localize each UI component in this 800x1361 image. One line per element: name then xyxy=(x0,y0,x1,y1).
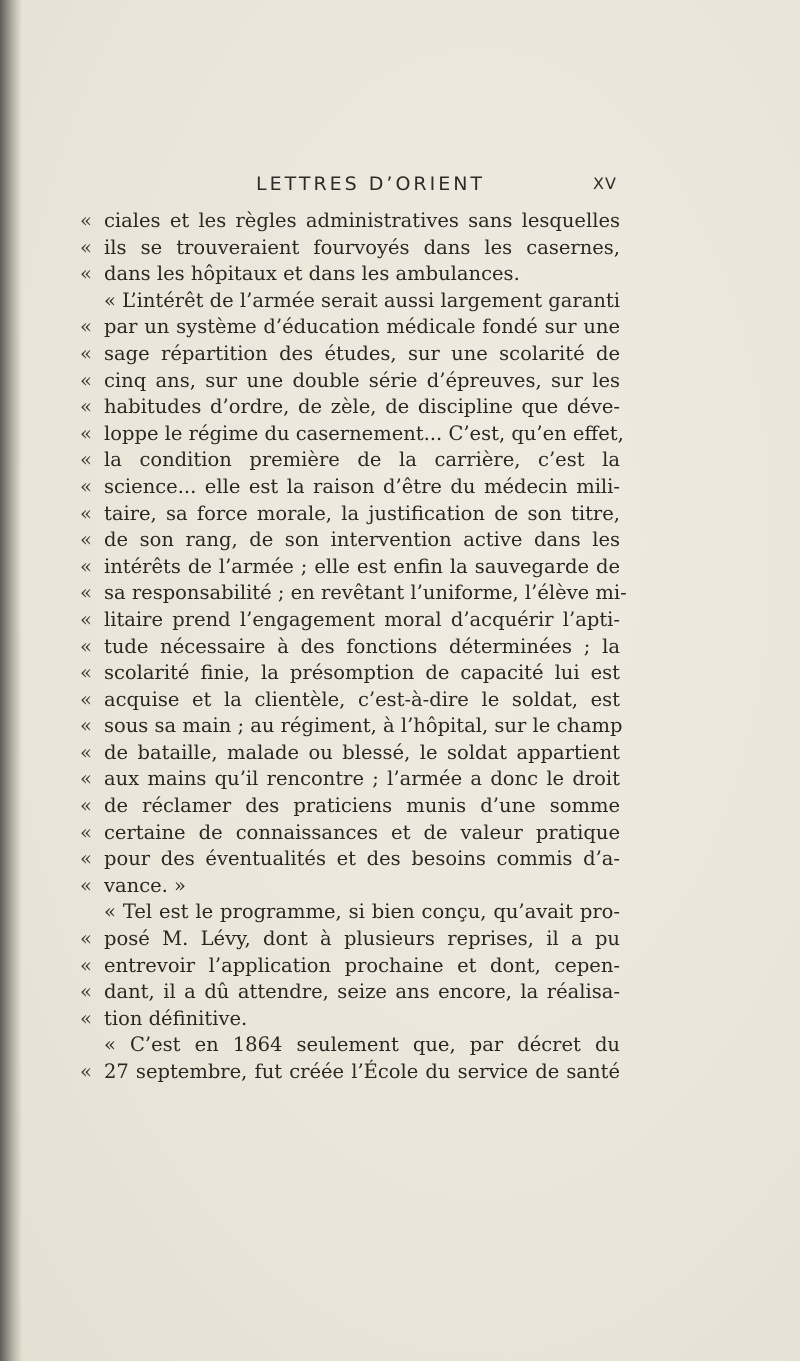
line-text: ils se trouveraient fourvoyés dans les casernes, xyxy=(104,235,620,259)
line-text: certaine de connaissances et de valeur pratique xyxy=(104,820,620,844)
line-text: de bataille, malade ou blessé, le soldat appartient xyxy=(104,740,620,764)
text-line xyxy=(80,873,620,900)
text-line xyxy=(80,820,620,847)
line-text: dans les hôpitaux et dans les ambulances. xyxy=(104,262,520,286)
quote-mark: « xyxy=(80,953,92,977)
line-text: la condition première de la carrière, c’est la xyxy=(104,448,620,472)
line-text: litaire prend l’engagement moral d’acquérir l’apti- xyxy=(104,607,620,631)
text-line xyxy=(80,607,620,634)
text-line xyxy=(80,474,620,501)
line-text: tion définitive. xyxy=(104,1006,248,1030)
text-line xyxy=(80,793,620,820)
text-line xyxy=(80,979,620,1006)
text-line xyxy=(80,660,620,687)
quote-mark: « xyxy=(80,1060,92,1083)
quote-mark: « xyxy=(80,474,92,498)
line-text: « L’intérêt de l’armée serait aussi largement garanti xyxy=(104,288,620,312)
quote-mark: « xyxy=(80,847,92,871)
line-text: « Tel est le programme, si bien conçu, qu’avait pro- xyxy=(104,900,620,924)
book-binding-edge xyxy=(0,0,22,1361)
line-text: pour des éventualités et des besoins commis d’a- xyxy=(104,847,620,871)
page-number: XV xyxy=(593,174,617,193)
text-line xyxy=(80,1059,620,1086)
text-line xyxy=(80,261,620,288)
line-text: loppe le régime du casernement... C’est, qu’en effet, xyxy=(104,421,624,445)
quote-mark: « xyxy=(80,341,92,365)
quote-mark: « xyxy=(80,687,92,711)
quote-mark: « xyxy=(80,714,92,738)
line-text: habitudes d’ordre, de zèle, de discipline que déve- xyxy=(104,395,620,419)
text-line xyxy=(80,235,620,262)
text-line xyxy=(80,447,620,474)
text-line xyxy=(80,740,620,767)
text-line xyxy=(80,1032,620,1059)
quote-mark: « xyxy=(80,794,92,818)
line-text: science... elle est la raison d’être du médecin mili- xyxy=(104,474,620,498)
text-line xyxy=(80,501,620,528)
text-line xyxy=(80,314,620,341)
text-line xyxy=(80,634,620,661)
quote-mark: « xyxy=(80,634,92,658)
text-line xyxy=(80,527,620,554)
text-line xyxy=(80,368,620,395)
text-line xyxy=(80,953,620,980)
quote-mark: « xyxy=(80,980,92,1004)
line-text: posé M. Lévy, dont à plusieurs reprises, il a pu xyxy=(104,927,620,951)
body-text xyxy=(80,208,627,1086)
quote-mark: « xyxy=(80,315,92,339)
quote-mark: « xyxy=(80,820,92,844)
quote-mark: « xyxy=(80,740,92,764)
line-text: acquise et la clientèle, c’est-à-dire le soldat, est xyxy=(104,687,620,711)
quote-mark: « xyxy=(80,607,92,631)
line-text: de réclamer des praticiens munis d’une somme xyxy=(104,794,620,818)
quote-mark: « xyxy=(80,767,92,791)
quote-mark: « xyxy=(80,581,92,605)
text-line xyxy=(80,554,620,581)
line-text: sa responsabilité ; en revêtant l’uniforme, l’élève mi- xyxy=(104,581,627,605)
line-text: 27 septembre, fut créée l’École du service de santé xyxy=(104,1060,620,1083)
line-text: tude nécessaire à des fonctions déterminées ; la xyxy=(104,634,620,658)
text-line xyxy=(80,394,620,421)
quote-mark: « xyxy=(80,235,92,259)
line-text: vance. » xyxy=(104,873,186,897)
text-line xyxy=(80,713,623,740)
text-line xyxy=(80,1006,620,1033)
text-line xyxy=(80,846,620,873)
quote-mark: « xyxy=(80,448,92,472)
text-line xyxy=(80,899,620,926)
line-text: dant, il a dû attendre, seize ans encore, la réalisa- xyxy=(104,980,620,1004)
text-line xyxy=(80,926,620,953)
quote-mark: « xyxy=(80,661,92,685)
line-text: scolarité finie, la présomption de capacité lui est xyxy=(104,661,620,685)
line-text: « C’est en 1864 seulement que, par décret du xyxy=(104,1033,620,1057)
quote-mark: « xyxy=(80,421,92,445)
quote-mark: « xyxy=(80,1006,92,1030)
quote-mark: « xyxy=(80,554,92,578)
line-text: entrevoir l’application prochaine et dont, cepen- xyxy=(104,953,620,977)
text-line xyxy=(80,687,620,714)
quote-mark: « xyxy=(80,927,92,951)
line-text: sous sa main ; au régiment, à l’hôpital, sur le champ xyxy=(104,714,623,738)
line-text: cinq ans, sur une double série d’épreuves, sur les xyxy=(104,368,620,392)
line-text: intérêts de l’armée ; elle est enfin la sauvegarde de xyxy=(104,554,620,578)
quote-mark: « xyxy=(80,368,92,392)
line-text: sage répartition des études, sur une scolarité de xyxy=(104,341,620,365)
line-text: de son rang, de son intervention active dans les xyxy=(104,528,620,552)
text-line xyxy=(80,208,620,235)
page-header xyxy=(0,173,800,201)
quote-mark: « xyxy=(80,501,92,525)
quote-mark: « xyxy=(80,209,92,232)
quote-mark: « xyxy=(80,262,92,286)
running-title: LETTRES D’ORIENT xyxy=(256,173,486,195)
text-line xyxy=(80,580,627,607)
text-line xyxy=(80,288,620,315)
line-text: par un système d’éducation médicale fondé sur une xyxy=(104,315,620,339)
quote-mark: « xyxy=(80,528,92,552)
line-text: aux mains qu’il rencontre ; l’armée a donc le droit xyxy=(104,767,620,791)
line-text: taire, sa force morale, la justification de son titre, xyxy=(104,501,620,525)
text-line xyxy=(80,341,620,368)
quote-mark: « xyxy=(80,395,92,419)
text-line xyxy=(80,766,620,793)
text-line xyxy=(80,421,624,448)
quote-mark: « xyxy=(80,873,92,897)
line-text: ciales et les règles administratives sans lesquelles xyxy=(104,209,620,232)
